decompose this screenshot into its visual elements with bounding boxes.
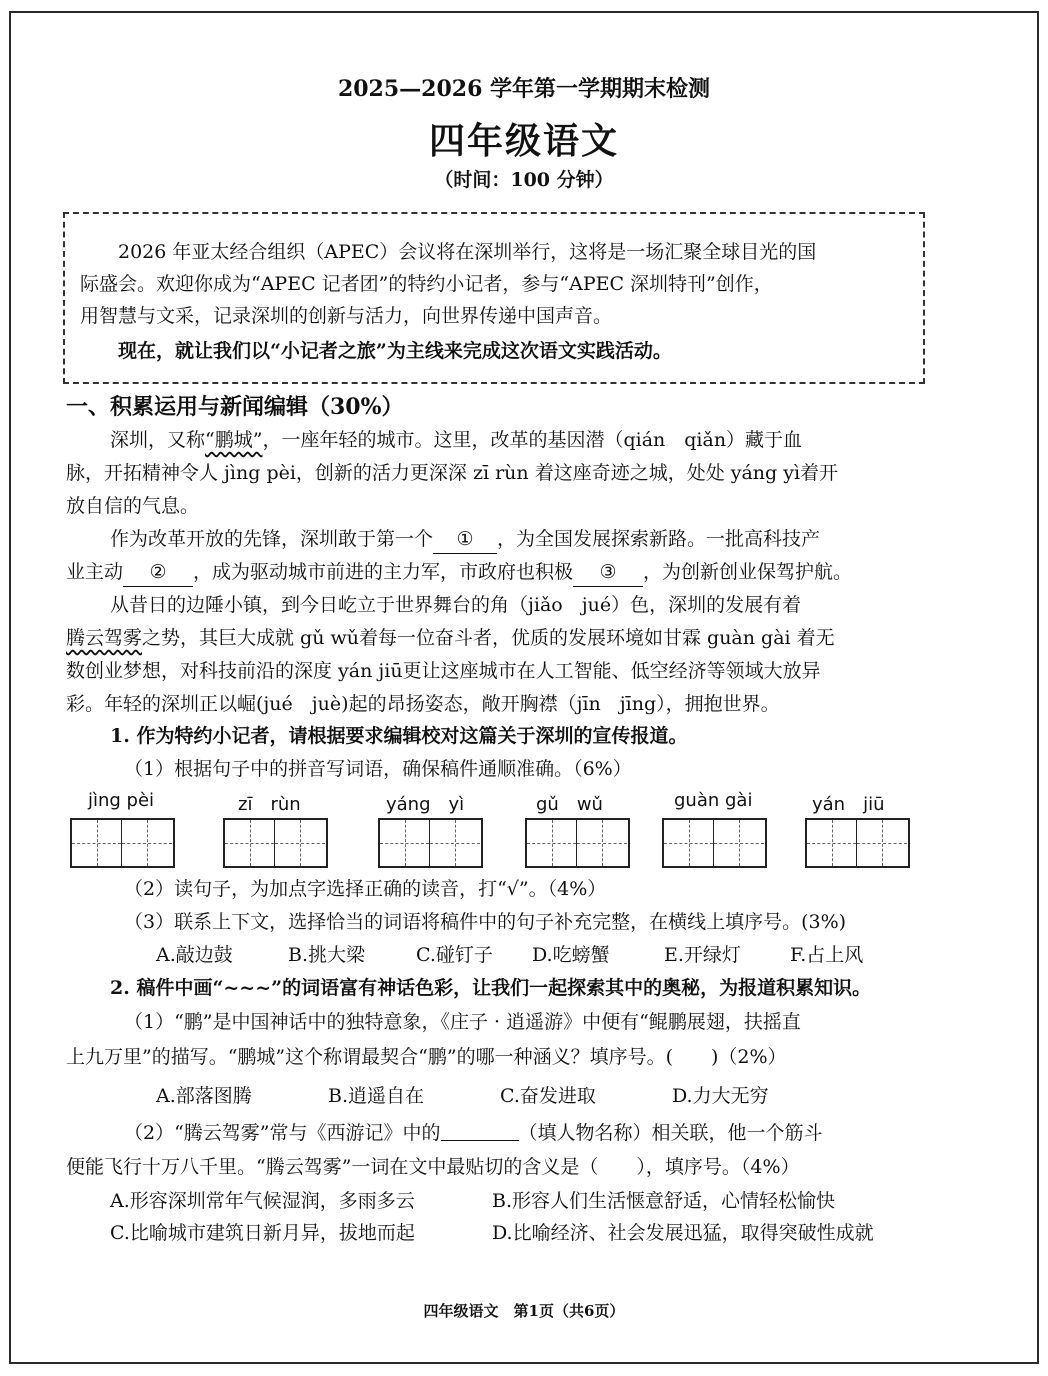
question-2-sub-1-line-2: 上九万里”的描写。“鹏城”这个称谓最契合“鹏”的哪一种涵义？填序号。( )（2%） (66, 1046, 787, 1068)
q2-sub2-text-2: （填人物名称）相关联，他一个筋斗 (518, 1122, 823, 1144)
passage-p1-line-2: 脉，开拓精神令人 jìng pèi，创新的活力更深深 zī rùn 着这座奇迹之城，处处 yáng yì着开 (66, 462, 839, 484)
p2-text-3: 业主动 (66, 561, 124, 583)
question-1-sub-1: （1）根据句子中的拼音写词语，确保稿件通顺准确。（6%） (124, 758, 632, 780)
question-1-title: 1. 作为特约小记者，请根据要求编辑校对这篇关于深圳的宣传报道。 (110, 725, 688, 747)
q2-sub2-option-d: D.比喻经济、社会发展迅猛，取得突破性成就 (492, 1222, 874, 1244)
option-a: A.敲边鼓 (156, 944, 233, 966)
blank-1[interactable]: ① (433, 525, 497, 554)
intro-line-3: 用智慧与文采，记录深圳的创新与活力，向世界传递中国声音。 (80, 305, 613, 327)
grid-cell[interactable] (807, 820, 857, 866)
question-2-sub-2-line-2: 便能飞行十万八千里。“腾云驾雾”一词在文中最贴切的含义是（ ），填序号。（4%） (66, 1156, 800, 1178)
question-1-sub-2: （2）读句子，为加点字选择正确的读音，打“√”。（4%） (124, 878, 607, 900)
pinyin-label: guàn gài (674, 790, 753, 811)
q2-sub2-option-b: B.形容人们生活惬意舒适，心情轻松愉快 (492, 1190, 836, 1212)
character-name-blank[interactable] (441, 1118, 519, 1141)
q2-sub2-text: （2）“腾云驾雾”常与《西游记》中的 (124, 1122, 441, 1144)
q2-option-a: A.部落图腾 (156, 1085, 252, 1107)
q2-option-c: C.奋发进取 (500, 1085, 596, 1107)
question-1-sub-3: （3）联系上下文，选择恰当的词语将稿件中的句子补充完整，在横线上填序号。(3%) (124, 911, 847, 933)
grid-cell[interactable] (430, 820, 480, 866)
q2-sub2-option-c: C.比喻城市建筑日新月异，拔地而起 (110, 1222, 415, 1244)
passage-p2-line-2 (66, 558, 852, 587)
p2-text: 作为改革开放的先锋，深圳敢于第一个 (110, 528, 434, 550)
writing-grid[interactable] (378, 818, 483, 868)
question-2-sub-2-line-1 (124, 1118, 823, 1147)
question-2-sub-1-line-1: （1）“鹏”是中国神话中的独特意象，《庄子 · 逍遥游》中便有“鲲鹏展翅，扶摇直 (124, 1011, 801, 1033)
grid-cell[interactable] (275, 820, 325, 866)
p2-text-4: ，成为驱动城市前进的主力军，市政府也积极 (193, 561, 574, 583)
grid-cell[interactable] (664, 820, 714, 866)
option-d: D.吃螃蟹 (532, 944, 610, 966)
p2-text-2: ，为全国发展探索新路。一批高科技产 (497, 528, 821, 550)
page-footer: 四年级语文 第1页（共6页） (423, 1302, 625, 1320)
grid-cell[interactable] (122, 820, 172, 866)
passage-p3-line-3: 数创业梦想，对科技前沿的深度 yán jiū更让这座城市在人工智能、低空经济等领域大放异 (66, 660, 821, 682)
passage-p1-line-1 (110, 426, 802, 454)
passage-p1-line-3: 放自信的气息。 (66, 495, 200, 517)
intro-line-2: 际盛会。欢迎你成为“APEC 记者团”的特约小记者，参与“APEC 深圳特刊”创作， (80, 273, 773, 295)
passage-p3-line-1: 从昔日的边陲小镇，到今日屹立于世界舞台的角（jiǎo jué）色，深圳的发展有着 (110, 594, 802, 616)
pinyin-label: gǔ wǔ (536, 794, 603, 815)
pinyin-label: yán jiū (812, 794, 885, 815)
q2-option-b: B.逍遥自在 (328, 1085, 425, 1107)
p1-text-2: ，一座年轻的城市。这里，改革的基因潜（qián qiǎn）藏于血 (262, 429, 803, 451)
q2-option-d: D.力大无穷 (672, 1085, 769, 1107)
writing-grid[interactable] (525, 818, 630, 868)
writing-grid[interactable] (70, 818, 175, 868)
blank-3[interactable]: ③ (573, 558, 643, 587)
q2-sub2-option-a: A.形容深圳常年气候湿润，多雨多云 (110, 1190, 415, 1212)
wavy-word-tengyun: 腾云驾雾 (66, 627, 143, 649)
intro-line-1: 2026 年亚太经合组织（APEC）会议将在深圳举行，这将是一场汇聚全球目光的国 (118, 241, 817, 263)
subject-title: 四年级语文 (428, 120, 619, 162)
writing-grid[interactable] (223, 818, 328, 868)
exam-year-title: 2025—2026 学年第一学期期末检测 (337, 76, 711, 102)
writing-grid[interactable] (662, 818, 767, 868)
grid-cell[interactable] (527, 820, 577, 866)
option-b: B.挑大梁 (288, 944, 366, 966)
p3-text: 之势，其巨大成就 gǔ wǔ着每一位奋斗者，优质的发展环境如甘霖 guàn gài 着无 (142, 627, 835, 649)
grid-cell[interactable] (857, 820, 907, 866)
grid-cell[interactable] (577, 820, 627, 866)
pinyin-label: zī rùn (238, 794, 301, 815)
option-e: E.开绿灯 (664, 944, 741, 966)
passage-p3-line-2 (66, 624, 835, 652)
p1-text: 深圳，又称 (110, 429, 206, 451)
writing-grid[interactable] (805, 818, 910, 868)
question-2-title: 2. 稿件中画“~~~”的词语富有神话色彩，让我们一起探索其中的奥秘，为报道积累知识。 (110, 977, 872, 999)
grid-cell[interactable] (714, 820, 764, 866)
exam-time: （时间：100 分钟） (434, 169, 614, 191)
blank-2[interactable]: ② (123, 558, 193, 587)
passage-p2-line-1 (110, 525, 820, 554)
option-f: F.占上风 (790, 944, 864, 966)
wavy-word-pengcheng: “鹏城” (205, 429, 263, 451)
passage-p3-line-4: 彩。年轻的深圳正以崛(jué juè)起的昂扬姿态，敞开胸襟（jīn jīng），拥抱世界。 (66, 693, 780, 715)
intro-line-4: 现在，就让我们以“小记者之旅”为主线来完成这次语文实践活动。 (118, 340, 672, 362)
option-c: C.碰钉子 (416, 944, 493, 966)
pinyin-label: jìng pèi (88, 790, 155, 811)
grid-cell[interactable] (225, 820, 275, 866)
grid-cell[interactable] (380, 820, 430, 866)
section-heading: 一、积累运用与新闻编辑（30%） (66, 394, 404, 420)
p2-text-5: ，为创新创业保驾护航。 (643, 561, 853, 583)
pinyin-label: yáng yì (386, 794, 465, 815)
grid-cell[interactable] (72, 820, 122, 866)
